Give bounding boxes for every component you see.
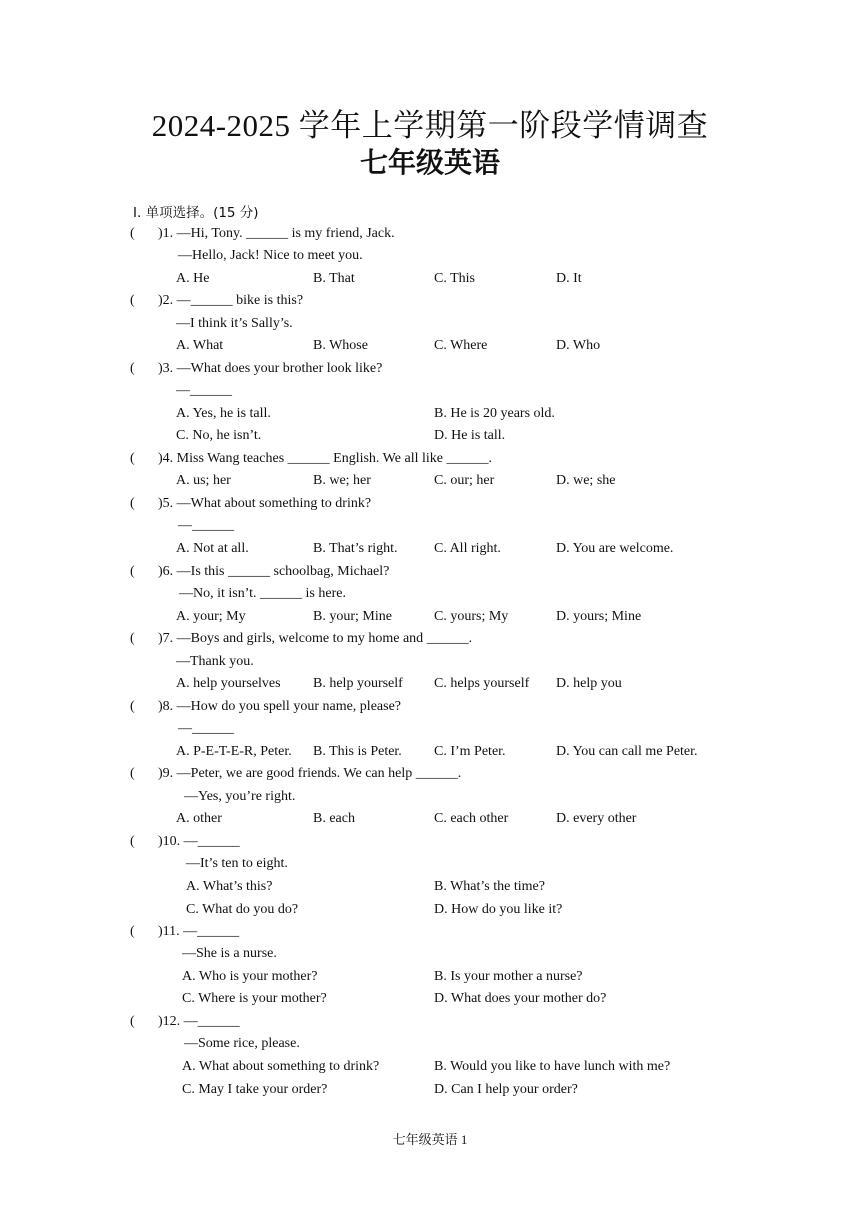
answer-bracket: ( [130,564,135,579]
answer-option: C. No, he isn’t. [176,428,262,443]
section-heading: Ⅰ. 单项选择。(15 分) [133,205,259,221]
answer-option: C. I’m Peter. [434,744,506,759]
answer-option: B. we; her [313,473,371,488]
answer-bracket: ( [130,924,135,939]
answer-bracket: ( [130,451,135,466]
answer-option: D. It [556,271,582,286]
answer-option: C. Where [434,338,488,353]
answer-option: A. help yourselves [176,676,281,691]
question-response-line: —Some rice, please. [184,1036,300,1051]
question-stem: )10. —______ [158,834,240,849]
answer-option: C. each other [434,811,509,826]
answer-option: A. Who is your mother? [182,969,318,984]
question-response-line: —Hello, Jack! Nice to meet you. [178,248,363,263]
answer-option: D. What does your mother do? [434,991,607,1006]
question-response-line: —______ [178,721,234,736]
answer-option: B. That [313,271,355,286]
answer-option: C. All right. [434,541,501,556]
answer-option: B. Is your mother a nurse? [434,969,583,984]
answer-option: D. Can I help your order? [434,1082,578,1097]
question-response-line: —I think it’s Sally’s. [176,316,293,331]
answer-option: B. your; Mine [313,609,392,624]
page-footer: 七年级英语 1 [392,1132,468,1147]
answer-option: D. You are welcome. [556,541,674,556]
answer-bracket: ( [130,226,135,241]
question-stem: )4. Miss Wang teaches ______ English. We all like ______. [158,451,492,466]
answer-option: A. Not at all. [176,541,249,556]
answer-bracket: ( [130,834,135,849]
answer-option: A. He [176,271,210,286]
answer-bracket: ( [130,631,135,646]
answer-option: D. yours; Mine [556,609,642,624]
question-response-line: —Thank you. [176,654,254,669]
answer-option: D. every other [556,811,637,826]
question-response-line: —______ [176,383,232,398]
answer-bracket: ( [130,766,135,781]
answer-option: B. That’s right. [313,541,398,556]
question-response-line: —She is a nurse. [182,946,277,961]
answer-option: A. your; My [176,609,246,624]
answer-option: C. May I take your order? [182,1082,328,1097]
question-response-line: —No, it isn’t. ______ is here. [179,586,346,601]
answer-option: D. How do you like it? [434,902,563,917]
answer-option: A. other [176,811,222,826]
question-stem: )5. —What about something to drink? [158,496,372,511]
answer-option: A. us; her [176,473,231,488]
answer-option: B. each [313,811,355,826]
answer-option: D. help you [556,676,622,691]
answer-option: B. This is Peter. [313,744,402,759]
page-subtitle: 七年级英语 [359,146,500,179]
answer-option: B. Would you like to have lunch with me? [434,1059,671,1074]
question-stem: )8. —How do you spell your name, please? [158,699,401,714]
answer-bracket: ( [130,699,135,714]
answer-option: C. our; her [434,473,495,488]
answer-option: C. What do you do? [186,902,299,917]
answer-bracket: ( [130,361,135,376]
answer-option: B. help yourself [313,676,403,691]
question-stem: )2. —______ bike is this? [158,293,304,308]
answer-bracket: ( [130,1014,135,1029]
answer-option: D. Who [556,338,601,353]
answer-option: A. What about something to drink? [182,1059,380,1074]
question-stem: )12. —______ [158,1014,240,1029]
question-response-line: —______ [178,518,234,533]
answer-option: A. What’s this? [186,879,273,894]
answer-bracket: ( [130,293,135,308]
answer-bracket: ( [130,496,135,511]
question-stem: )11. —______ [158,924,240,939]
page-title: 2024-2025 学年上学期第一阶段学情调查 [151,108,709,143]
question-stem: )3. —What does your brother look like? [158,361,383,376]
answer-option: A. P-E-T-E-R, Peter. [176,744,292,759]
question-response-line: —It’s ten to eight. [186,856,288,871]
answer-option: B. He is 20 years old. [434,406,555,421]
question-response-line: —Yes, you’re right. [184,789,296,804]
answer-option: A. Yes, he is tall. [176,406,271,421]
answer-option: C. This [434,271,475,286]
answer-option: A. What [176,338,224,353]
answer-option: C. yours; My [434,609,509,624]
question-stem: )1. —Hi, Tony. ______ is my friend, Jack. [158,226,395,241]
answer-option: B. What’s the time? [434,879,545,894]
answer-option: D. You can call me Peter. [556,744,698,759]
answer-option: D. we; she [556,473,616,488]
question-stem: )9. —Peter, we are good friends. We can help ______. [158,766,462,781]
answer-option: C. helps yourself [434,676,530,691]
answer-option: D. He is tall. [434,428,506,443]
question-stem: )6. —Is this ______ schoolbag, Michael? [158,564,390,579]
answer-option: C. Where is your mother? [182,991,327,1006]
answer-option: B. Whose [313,338,368,353]
question-stem: )7. —Boys and girls, welcome to my home and ______. [158,631,473,646]
